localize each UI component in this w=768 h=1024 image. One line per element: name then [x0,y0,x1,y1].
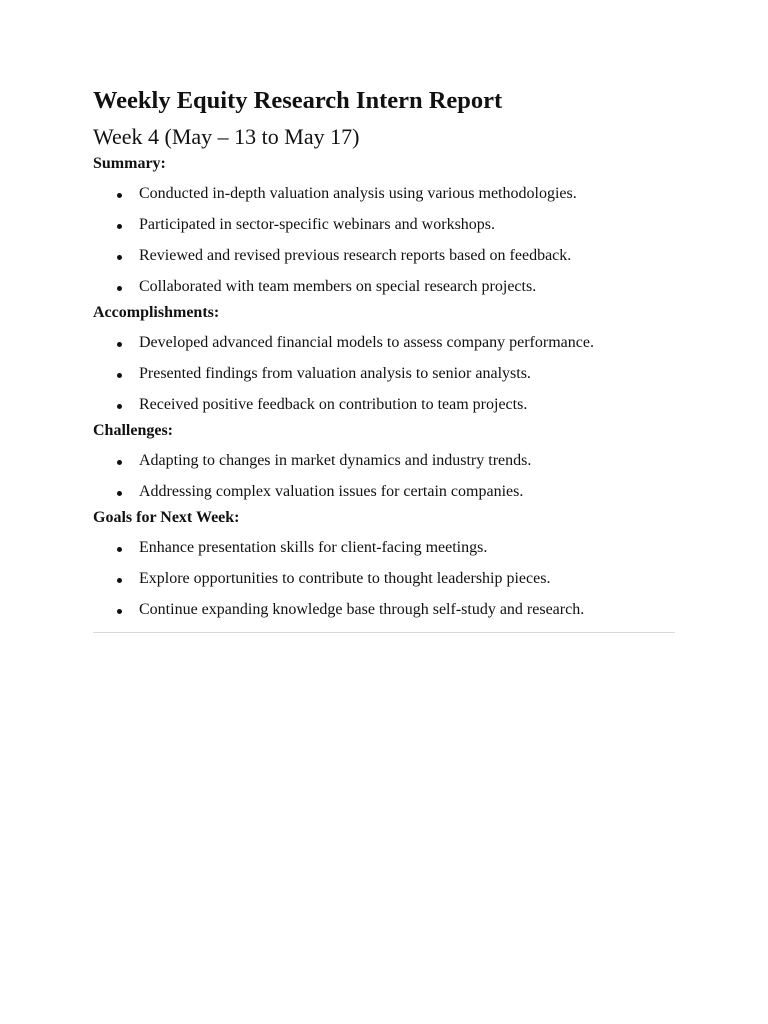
challenges-heading: Challenges: [93,422,173,439]
divider [93,632,675,633]
challenges-list [93,451,675,502]
report-subtitle: Week 4 (May – 13 to May 17) [93,124,360,149]
list-item: Conducted in-depth valuation analysis using various methodologies. [93,184,675,204]
summary-list [93,184,675,297]
list-item: Participated in sector-specific webinars and workshops. [93,215,675,235]
list-item: Received positive feedback on contribution to team projects. [93,395,675,415]
challenges-section [93,421,675,502]
report-page [93,84,675,633]
list-item: Enhance presentation skills for client-facing meetings. [93,538,675,558]
summary-section [93,154,675,297]
accomplishments-section [93,303,675,415]
summary-heading: Summary: [93,155,166,172]
list-item: Collaborated with team members on special research projects. [93,277,675,297]
list-item: Explore opportunities to contribute to thought leadership pieces. [93,569,675,589]
list-item: Presented findings from valuation analysis to senior analysts. [93,364,675,384]
list-item: Continue expanding knowledge base through self-study and research. [93,600,675,620]
goals-heading: Goals for Next Week: [93,509,240,526]
list-item: Reviewed and revised previous research reports based on feedback. [93,246,675,266]
goals-section [93,508,675,620]
report-title: Weekly Equity Research Intern Report [93,87,503,114]
list-item: Addressing complex valuation issues for certain companies. [93,482,675,502]
list-item: Developed advanced financial models to assess company performance. [93,333,675,353]
goals-list [93,538,675,620]
accomplishments-list [93,333,675,415]
list-item: Adapting to changes in market dynamics and industry trends. [93,451,675,471]
accomplishments-heading: Accomplishments: [93,304,220,321]
